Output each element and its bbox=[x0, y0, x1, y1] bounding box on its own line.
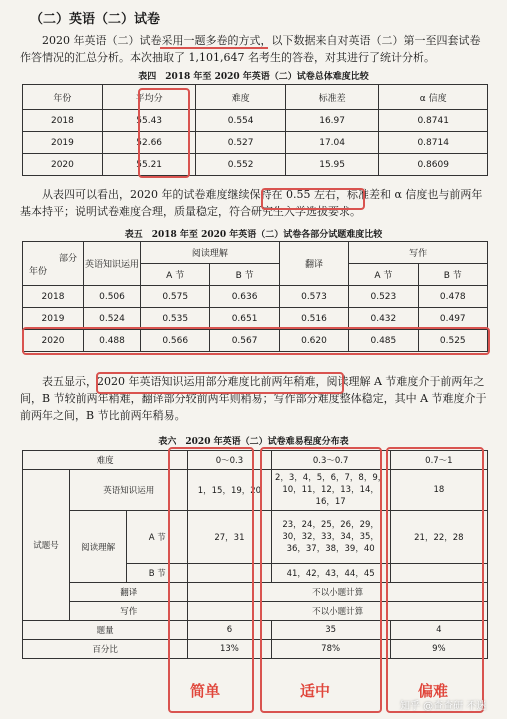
table-cell: 0.8609 bbox=[379, 154, 488, 176]
table-cell: 55.43 bbox=[102, 110, 196, 132]
watermark: 知乎 @查查研 不迷 bbox=[400, 701, 487, 712]
table-cell: 0.651 bbox=[210, 308, 279, 330]
section-title: （二）英语（二）试卷 bbox=[30, 12, 161, 27]
analysis-paragraph-1: 从表四可以看出，2020 年的试卷难度继续保持在 0.55 左右，标准差和 α 信度也与前两年基本持平；说明试卷难度合理，质量稳定，符合研究生入学选拔要求。 bbox=[20, 188, 483, 218]
table5-caption: 表五 2018 年至 2020 年英语（二）试卷各部分试题难度比较 bbox=[124, 230, 383, 240]
table-cell: 41，42，43，44，45 bbox=[271, 564, 390, 583]
annotation-box-average-score bbox=[138, 88, 190, 178]
table5-subheader-cell: B 节 bbox=[418, 264, 487, 286]
table-cell: 0.506 bbox=[84, 286, 141, 308]
table-row bbox=[23, 110, 488, 132]
table5-header-cell: 阅读理解 bbox=[141, 242, 280, 264]
table-cell: 0.523 bbox=[349, 286, 418, 308]
table4-caption: 表四 2018 年至 2020 年英语（二）试卷总体难度比较 bbox=[138, 72, 369, 82]
table-cell: 78% bbox=[271, 640, 390, 659]
table-cell: 2，3，4，5，6，7，8，9，10，11，12，13，14，16，17 bbox=[271, 470, 390, 511]
table-cell: 0.620 bbox=[279, 330, 348, 352]
annotation-underline bbox=[160, 47, 268, 49]
table6-label-cell: 百分比 bbox=[23, 640, 188, 659]
table-cell: 0.485 bbox=[349, 330, 418, 352]
table-cell: 不以小题计算 bbox=[188, 602, 488, 621]
annotation-box-difficulty bbox=[261, 188, 365, 210]
intro-paragraph: 2020 年英语（二）试卷采用一题多卷的方式，以下数据来自对英语（二）第一至四套试卷作答情况的汇总分析。本次抽取了 1,101,647 名考生的答卷，对其进行了统计分析。 bbox=[20, 34, 481, 64]
table5-subheader-cell: A 节 bbox=[141, 264, 210, 286]
table-cell: 不以小题计算 bbox=[188, 583, 488, 602]
table-cell: 0.573 bbox=[279, 286, 348, 308]
annotation-box-medium-column bbox=[260, 447, 382, 713]
table-cell: 0.535 bbox=[141, 308, 210, 330]
table-cell: 35 bbox=[271, 621, 390, 640]
table4-header-cell: 难度 bbox=[196, 85, 285, 110]
table4-header-cell: 标准差 bbox=[285, 85, 379, 110]
table-cell: 2020 bbox=[23, 154, 103, 176]
table-cell: 2019 bbox=[23, 132, 103, 154]
table-cell: 0.478 bbox=[418, 286, 487, 308]
table-row bbox=[23, 286, 488, 308]
table6-label-cell: A 节 bbox=[127, 511, 188, 564]
table-cell: 2018 bbox=[23, 110, 103, 132]
table5-header bbox=[23, 242, 488, 264]
table6-label-cell: 阅读理解 bbox=[70, 511, 127, 583]
table6-label-cell: 英语知识运用 bbox=[70, 470, 188, 511]
table-cell: 2020 bbox=[23, 330, 84, 352]
table-row bbox=[23, 154, 488, 176]
table5-subheader-cell: B 节 bbox=[210, 264, 279, 286]
table-cell: 9% bbox=[390, 640, 487, 659]
table6-range-cell: 0～0.3 bbox=[188, 451, 271, 470]
table5-subheader-cell: A 节 bbox=[349, 264, 418, 286]
table-cell: 4 bbox=[390, 621, 487, 640]
table-cell: 0.8741 bbox=[379, 110, 488, 132]
table4-header-cell: 年份 bbox=[23, 85, 103, 110]
table-cell: 0.554 bbox=[196, 110, 285, 132]
table4-header-cell: α 信度 bbox=[379, 85, 488, 110]
annotation-box-hard-column bbox=[386, 447, 487, 713]
table-cell: 0.566 bbox=[141, 330, 210, 352]
table-cell: 0.636 bbox=[210, 286, 279, 308]
table-cell: 27，31 bbox=[188, 511, 271, 564]
table-cell: 0.525 bbox=[418, 330, 487, 352]
table4 bbox=[22, 84, 488, 176]
table-cell: 1，15，19，20 bbox=[188, 470, 271, 511]
table-cell: 0.8714 bbox=[379, 132, 488, 154]
table-cell: 18 bbox=[390, 470, 487, 511]
table-cell: 0.516 bbox=[279, 308, 348, 330]
table-cell: 2019 bbox=[23, 308, 84, 330]
table-cell: 15.95 bbox=[285, 154, 379, 176]
table5-header-cell: 英语知识运用 bbox=[84, 242, 141, 286]
table6-label-cell: 翻译 bbox=[70, 583, 188, 602]
table6-range-cell: 0.3～0.7 bbox=[271, 451, 390, 470]
table-cell: 0.524 bbox=[84, 308, 141, 330]
table4-header bbox=[23, 85, 488, 110]
table-cell: 13% bbox=[188, 640, 271, 659]
annotation-box-knowledge-harder bbox=[96, 372, 344, 394]
table5-corner-cell bbox=[23, 242, 84, 286]
table5-header-cell: 写作 bbox=[349, 242, 488, 264]
table-cell: 17.04 bbox=[285, 132, 379, 154]
table6-label-cell: 题量 bbox=[23, 621, 188, 640]
analysis-paragraph-2: 表五显示，2020 年英语知识运用部分难度比前两年稍难，阅读理解 A 节难度介于前两年之间，B 节较前两年稍难，翻译部分较前两年则稍易；写作部分难度整体稳定，其中 A 节难度介于前两年之间，B 节比前两年稍易。 bbox=[20, 375, 487, 422]
table-cell: 0.552 bbox=[196, 154, 285, 176]
table-row bbox=[23, 132, 488, 154]
table6-label-cell: B 节 bbox=[127, 564, 188, 583]
table-cell: 0.567 bbox=[210, 330, 279, 352]
table-cell: 2018 bbox=[23, 286, 84, 308]
table-cell: 0.488 bbox=[84, 330, 141, 352]
table5-header-cell: 翻译 bbox=[279, 242, 348, 286]
table6-label-cell: 写作 bbox=[70, 602, 188, 621]
annotation-box-easy-column bbox=[168, 447, 254, 713]
annotation-box-2020-row bbox=[22, 327, 490, 355]
table-cell: 52.66 bbox=[102, 132, 196, 154]
table-cell: 23，24，25，26，29，30，32，33，34，35，36，37，38，39，40 bbox=[271, 511, 390, 564]
table-cell: 21，22，28 bbox=[390, 511, 487, 564]
table4-header-cell: 平均分 bbox=[102, 85, 196, 110]
table-cell: 0.432 bbox=[349, 308, 418, 330]
table-cell: 0.497 bbox=[418, 308, 487, 330]
table-cell: 0.575 bbox=[141, 286, 210, 308]
table6-label-cell: 试题号 bbox=[23, 470, 70, 621]
corner-bottom-label: 年份 bbox=[29, 266, 48, 277]
table-cell: 55.21 bbox=[102, 154, 196, 176]
corner-top-label: 部分 bbox=[58, 253, 77, 264]
annotation-label-easy: 简单 bbox=[190, 682, 221, 700]
annotation-label-medium: 适中 bbox=[300, 682, 331, 700]
table6-caption: 表六 2020 年英语（二）试卷难易程度分布表 bbox=[158, 437, 349, 447]
table6-label-cell: 难度 bbox=[23, 451, 188, 470]
table6-range-cell: 0.7～1 bbox=[390, 451, 487, 470]
annotation-label-hard: 偏难 bbox=[418, 682, 449, 700]
table-cell: 0.527 bbox=[196, 132, 285, 154]
table-cell: 6 bbox=[188, 621, 271, 640]
table-cell: 16.97 bbox=[285, 110, 379, 132]
